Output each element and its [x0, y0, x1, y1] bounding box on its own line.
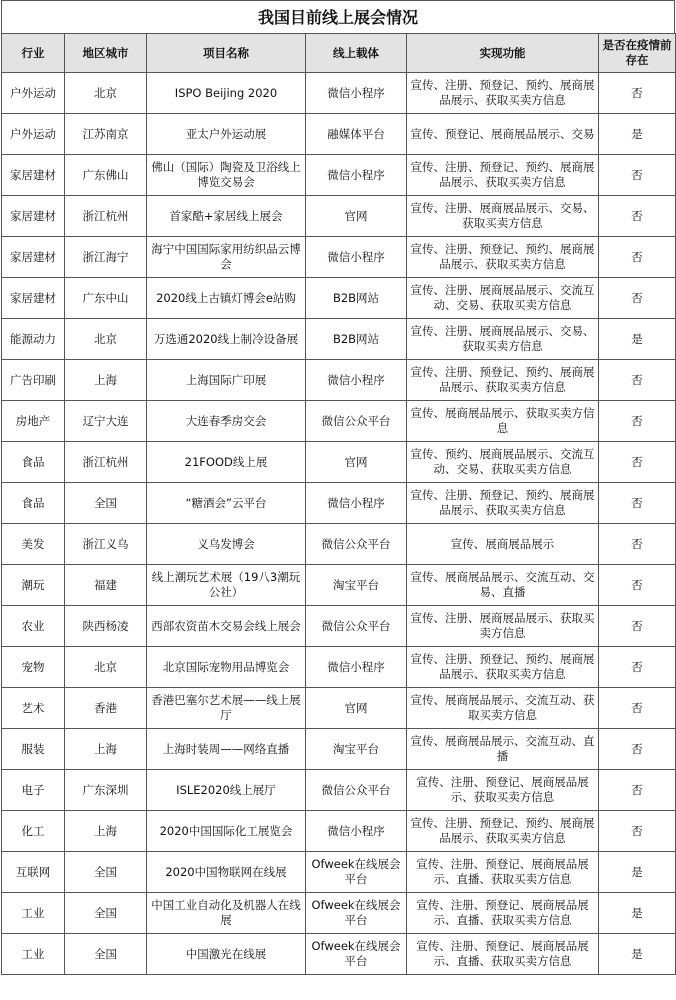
cell-functions: 宣传、注册、预登记、预约、展商展品展示、获取买卖方信息	[407, 360, 599, 401]
cell-platform: 微信小程序	[306, 73, 407, 114]
cell-pre-epidemic: 否	[599, 770, 676, 811]
cell-functions: 宣传、注册、预登记、预约、展商展品展示、获取买卖方信息	[407, 647, 599, 688]
cell-functions: 宣传、注册、预登记、预约、展商展品展示、获取买卖方信息	[407, 483, 599, 524]
cell-project-name: 线上潮玩艺术展（19八3潮玩公社）	[147, 565, 306, 606]
cell-industry: 电子	[2, 770, 65, 811]
cell-pre-epidemic: 否	[599, 729, 676, 770]
table-row	[2, 524, 676, 565]
cell-pre-epidemic: 否	[599, 811, 676, 852]
cell-industry: 化工	[2, 811, 65, 852]
cell-project-name: 中国工业自动化及机器人在线展	[147, 893, 306, 934]
cell-platform: Ofweek在线展会平台	[306, 852, 407, 893]
cell-functions: 宣传、注册、展商展品展示、交易、获取买卖方信息	[407, 196, 599, 237]
table-row	[2, 319, 676, 360]
cell-pre-epidemic: 否	[599, 155, 676, 196]
table-row	[2, 852, 676, 893]
cell-platform: 官网	[306, 196, 407, 237]
cell-platform: 官网	[306, 688, 407, 729]
cell-region: 上海	[65, 811, 147, 852]
cell-project-name: 2020中国国际化工展览会	[147, 811, 306, 852]
cell-region: 浙江杭州	[65, 196, 147, 237]
cell-region: 辽宁大连	[65, 401, 147, 442]
table-row	[2, 811, 676, 852]
cell-pre-epidemic: 否	[599, 73, 676, 114]
cell-platform: 融媒体平台	[306, 114, 407, 155]
cell-pre-epidemic: 否	[599, 606, 676, 647]
cell-platform: 微信小程序	[306, 811, 407, 852]
cell-project-name: 大连春季房交会	[147, 401, 306, 442]
cell-region: 全国	[65, 893, 147, 934]
cell-region: 江苏南京	[65, 114, 147, 155]
table-row	[2, 442, 676, 483]
cell-platform: 微信小程序	[306, 647, 407, 688]
cell-project-name: ISPO Beijing 2020	[147, 73, 306, 114]
table-row	[2, 278, 676, 319]
cell-platform: B2B网站	[306, 278, 407, 319]
cell-region: 福建	[65, 565, 147, 606]
table-row	[2, 565, 676, 606]
cell-functions: 宣传、注册、预登记、预约、展商展品展示、获取买卖方信息	[407, 811, 599, 852]
cell-industry: 潮玩	[2, 565, 65, 606]
cell-functions: 宣传、展商展品展示、交流互动、交易、直播	[407, 565, 599, 606]
cell-industry: 食品	[2, 483, 65, 524]
cell-functions: 宣传、注册、预登记、展商展品展示、直播、获取买卖方信息	[407, 852, 599, 893]
table-row	[2, 688, 676, 729]
online-exhibition-table	[1, 33, 676, 975]
table-row	[2, 73, 676, 114]
cell-functions: 宣传、注册、预登记、展商展品展示、直播、获取买卖方信息	[407, 934, 599, 975]
cell-project-name: “糖酒会”云平台	[147, 483, 306, 524]
cell-industry: 家居建材	[2, 278, 65, 319]
cell-project-name: 上海国际广印展	[147, 360, 306, 401]
cell-industry: 工业	[2, 893, 65, 934]
cell-region: 北京	[65, 73, 147, 114]
cell-project-name: 首家酷+家居线上展会	[147, 196, 306, 237]
cell-industry: 艺术	[2, 688, 65, 729]
cell-project-name: ISLE2020线上展厅	[147, 770, 306, 811]
cell-platform: Ofweek在线展会平台	[306, 893, 407, 934]
cell-region: 香港	[65, 688, 147, 729]
cell-functions: 宣传、预登记、展商展品展示、交易	[407, 114, 599, 155]
table-body	[2, 73, 676, 975]
cell-pre-epidemic: 否	[599, 647, 676, 688]
cell-region: 陕西杨凌	[65, 606, 147, 647]
cell-region: 全国	[65, 483, 147, 524]
cell-region: 浙江杭州	[65, 442, 147, 483]
cell-industry: 宠物	[2, 647, 65, 688]
cell-platform: B2B网站	[306, 319, 407, 360]
cell-pre-epidemic: 否	[599, 524, 676, 565]
cell-project-name: 2020线上古镇灯博会e站购	[147, 278, 306, 319]
table-title: 我国目前线上展会情况	[1, 0, 675, 33]
cell-industry: 户外运动	[2, 114, 65, 155]
cell-pre-epidemic: 否	[599, 565, 676, 606]
cell-project-name: 亚太户外运动展	[147, 114, 306, 155]
cell-platform: 微信公众平台	[306, 770, 407, 811]
cell-functions: 宣传、注册、展商展品展示、交易、获取买卖方信息	[407, 319, 599, 360]
cell-industry: 能源动力	[2, 319, 65, 360]
cell-functions: 宣传、注册、预登记、展商展品展示、直播、获取买卖方信息	[407, 893, 599, 934]
cell-project-name: 义乌发博会	[147, 524, 306, 565]
cell-industry: 户外运动	[2, 73, 65, 114]
cell-region: 上海	[65, 360, 147, 401]
cell-industry: 互联网	[2, 852, 65, 893]
cell-project-name: 佛山（国际）陶瓷及卫浴线上博览交易会	[147, 155, 306, 196]
cell-pre-epidemic: 是	[599, 893, 676, 934]
cell-pre-epidemic: 否	[599, 278, 676, 319]
cell-platform: 微信公众平台	[306, 401, 407, 442]
cell-platform: 微信小程序	[306, 360, 407, 401]
cell-industry: 家居建材	[2, 155, 65, 196]
cell-project-name: 上海时装周——网络直播	[147, 729, 306, 770]
table-row	[2, 729, 676, 770]
cell-industry: 广告印刷	[2, 360, 65, 401]
cell-industry: 农业	[2, 606, 65, 647]
cell-functions: 宣传、展商展品展示、交流互动、获取买卖方信息	[407, 688, 599, 729]
cell-industry: 服装	[2, 729, 65, 770]
cell-region: 广东中山	[65, 278, 147, 319]
cell-project-name: 2020中国物联网在线展	[147, 852, 306, 893]
cell-pre-epidemic: 否	[599, 401, 676, 442]
cell-functions: 宣传、注册、预登记、预约、展商展品展示、获取买卖方信息	[407, 237, 599, 278]
cell-platform: 微信公众平台	[306, 524, 407, 565]
cell-industry: 家居建材	[2, 196, 65, 237]
cell-functions: 宣传、注册、预登记、预约、展商展品展示、获取买卖方信息	[407, 155, 599, 196]
cell-platform: 微信公众平台	[306, 606, 407, 647]
cell-pre-epidemic: 否	[599, 442, 676, 483]
cell-pre-epidemic: 否	[599, 688, 676, 729]
table-header-row	[2, 34, 676, 73]
cell-platform: 淘宝平台	[306, 729, 407, 770]
cell-project-name: 中国激光在线展	[147, 934, 306, 975]
cell-project-name: 21FOOD线上展	[147, 442, 306, 483]
cell-project-name: 北京国际宠物用品博览会	[147, 647, 306, 688]
cell-functions: 宣传、注册、预登记、展商展品展示、获取买卖方信息	[407, 770, 599, 811]
cell-pre-epidemic: 否	[599, 360, 676, 401]
cell-project-name: 万选通2020线上制冷设备展	[147, 319, 306, 360]
cell-region: 浙江义乌	[65, 524, 147, 565]
table-row	[2, 770, 676, 811]
cell-region: 北京	[65, 647, 147, 688]
cell-industry: 美发	[2, 524, 65, 565]
cell-project-name: 西部农资苗木交易会线上展会	[147, 606, 306, 647]
cell-functions: 宣传、展商展品展示、获取买卖方信息	[407, 401, 599, 442]
header-project-name: 项目名称	[147, 34, 306, 73]
table-row	[2, 934, 676, 975]
cell-functions: 宣传、注册、展商展品展示、交流互动、交易、获取买卖方信息	[407, 278, 599, 319]
header-region: 地区城市	[65, 34, 147, 73]
cell-functions: 宣传、展商展品展示、交流互动、直播	[407, 729, 599, 770]
exhibition-table-document	[1, 0, 675, 975]
cell-platform: 微信小程序	[306, 483, 407, 524]
table-row	[2, 483, 676, 524]
table-row	[2, 360, 676, 401]
table-row	[2, 114, 676, 155]
cell-functions: 宣传、注册、展商展品展示、获取买卖方信息	[407, 606, 599, 647]
cell-pre-epidemic: 是	[599, 319, 676, 360]
table-row	[2, 155, 676, 196]
cell-region: 广东佛山	[65, 155, 147, 196]
table-row	[2, 237, 676, 278]
table-row	[2, 196, 676, 237]
cell-pre-epidemic: 否	[599, 196, 676, 237]
cell-platform: 淘宝平台	[306, 565, 407, 606]
cell-project-name: 香港巴塞尔艺术展——线上展厅	[147, 688, 306, 729]
cell-pre-epidemic: 否	[599, 483, 676, 524]
cell-region: 上海	[65, 729, 147, 770]
header-pre-epidemic: 是否在疫情前存在	[599, 34, 676, 73]
cell-region: 浙江海宁	[65, 237, 147, 278]
cell-platform: 微信小程序	[306, 237, 407, 278]
cell-platform: 官网	[306, 442, 407, 483]
cell-industry: 房地产	[2, 401, 65, 442]
cell-functions: 宣传、预约、展商展品展示、交流互动、交易、获取买卖方信息	[407, 442, 599, 483]
cell-functions: 宣传、展商展品展示	[407, 524, 599, 565]
header-platform: 线上载体	[306, 34, 407, 73]
cell-industry: 工业	[2, 934, 65, 975]
cell-industry: 家居建材	[2, 237, 65, 278]
cell-platform: 微信小程序	[306, 155, 407, 196]
cell-platform: Ofweek在线展会平台	[306, 934, 407, 975]
cell-region: 北京	[65, 319, 147, 360]
cell-region: 全国	[65, 934, 147, 975]
table-row	[2, 606, 676, 647]
header-industry: 行业	[2, 34, 65, 73]
table-row	[2, 401, 676, 442]
cell-functions: 宣传、注册、预登记、预约、展商展品展示、获取买卖方信息	[407, 73, 599, 114]
cell-pre-epidemic: 是	[599, 852, 676, 893]
table-row	[2, 893, 676, 934]
cell-pre-epidemic: 是	[599, 114, 676, 155]
cell-region: 广东深圳	[65, 770, 147, 811]
cell-region: 全国	[65, 852, 147, 893]
cell-industry: 食品	[2, 442, 65, 483]
cell-project-name: 海宁中国国际家用纺织品云博会	[147, 237, 306, 278]
table-row	[2, 647, 676, 688]
cell-pre-epidemic: 否	[599, 237, 676, 278]
header-functions: 实现功能	[407, 34, 599, 73]
cell-pre-epidemic: 是	[599, 934, 676, 975]
